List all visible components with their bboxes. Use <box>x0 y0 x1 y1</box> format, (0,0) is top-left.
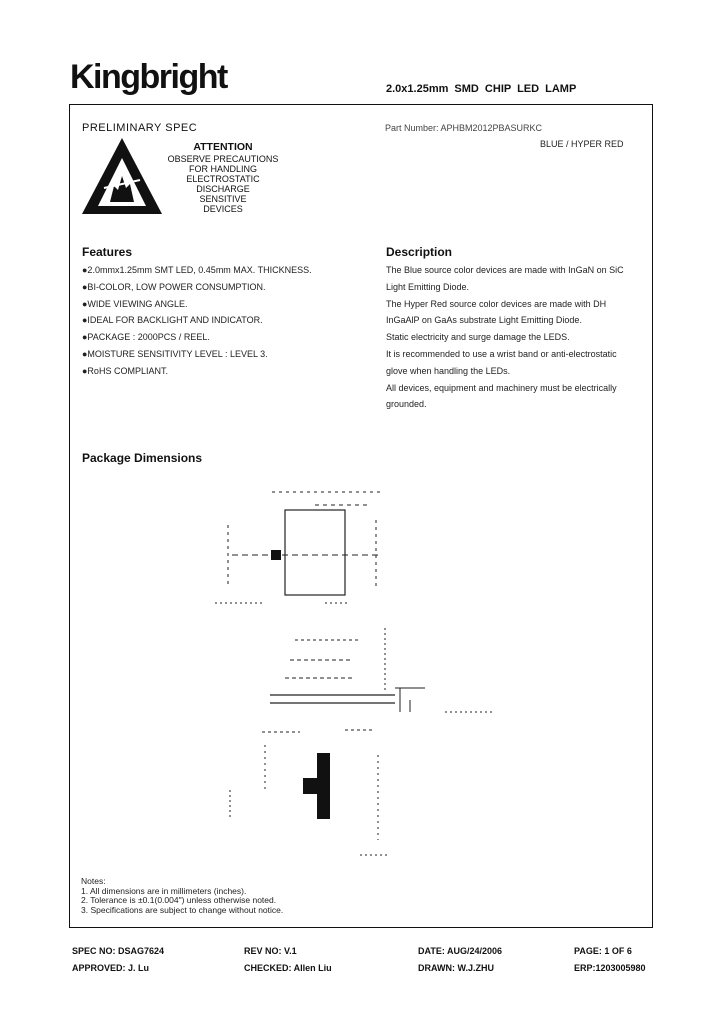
description-line: grounded. <box>386 399 427 410</box>
led-colors: BLUE / HYPER RED <box>540 139 624 149</box>
list-item: ●PACKAGE : 2000PCS / REEL. <box>82 332 210 343</box>
note-line: Notes: <box>81 876 106 886</box>
description-line: Static electricity and surge damage the LEDS. <box>386 332 570 343</box>
attention-line: DEVICES <box>203 204 243 214</box>
document-title: 2.0x1.25mm SMD CHIP LED LAMP <box>386 83 577 95</box>
notes <box>81 877 283 915</box>
part-number: Part Number: APHBM2012PBASURKC <box>385 123 543 133</box>
description-line: Light Emitting Diode. <box>386 281 470 292</box>
erp-number: ERP:1203005980 <box>574 963 646 973</box>
list-item: ●WIDE VIEWING ANGLE. <box>82 298 188 309</box>
package-heading: Package Dimensions <box>82 451 203 465</box>
description-line: The Hyper Red source color devices are made with DH <box>386 298 607 309</box>
list-item: ●MOISTURE SENSITIVITY LEVEL : LEVEL 3. <box>82 348 268 359</box>
attention-line: SENSITIVE <box>199 194 247 204</box>
approved-by: APPROVED: J. Lu <box>72 963 150 973</box>
list-item: ●BI-COLOR, LOW POWER CONSUMPTION. <box>82 281 266 292</box>
attention-line: FOR HANDLING <box>188 164 257 174</box>
description-line: InGaAlP on GaAs substrate Light Emitting Diode. <box>386 315 582 326</box>
attention-line: DISCHARGE <box>196 184 250 194</box>
checked-by: CHECKED: Allen Liu <box>244 963 332 973</box>
list-item: ●2.0mmx1.25mm SMT LED, 0.45mm MAX. THICKNESS. <box>82 265 312 275</box>
description-line: It is recommended to use a wrist band or anti-electrostatic <box>386 348 617 359</box>
description-line: glove when handling the LEDs. <box>386 365 511 376</box>
revision-number: REV NO: V.1 <box>244 946 297 956</box>
description-heading: Description <box>386 245 453 259</box>
note-line: 1. All dimensions are in millimeters (inches). <box>81 885 247 896</box>
note-line: 2. Tolerance is ±0.1(0.004") unless otherwise noted. <box>81 895 277 906</box>
spec-status: PRELIMINARY SPEC <box>82 122 198 134</box>
description-line: The Blue source color devices are made with InGaN on SiC <box>386 265 624 275</box>
spec-date: DATE: AUG/24/2006 <box>418 946 503 956</box>
attention-title: ATTENTION <box>193 141 253 153</box>
brand-logo: Kingbright <box>70 58 227 96</box>
spec-number: SPEC NO: DSAG7624 <box>72 946 165 956</box>
list-item: ●RoHS COMPLIANT. <box>82 365 168 376</box>
attention-line: ELECTROSTATIC <box>186 174 260 184</box>
attention-line: OBSERVE PRECAUTIONS <box>167 154 279 164</box>
note-line: 3. Specifications are subject to change without notice. <box>81 904 284 915</box>
list-item: ●IDEAL FOR BACKLIGHT AND INDICATOR. <box>82 315 263 326</box>
page-number: PAGE: 1 OF 6 <box>574 946 632 956</box>
description-line: All devices, equipment and machinery must be electrically <box>386 382 617 393</box>
drawn-by: DRAWN: W.J.ZHU <box>418 963 494 973</box>
features-heading: Features <box>82 245 133 259</box>
